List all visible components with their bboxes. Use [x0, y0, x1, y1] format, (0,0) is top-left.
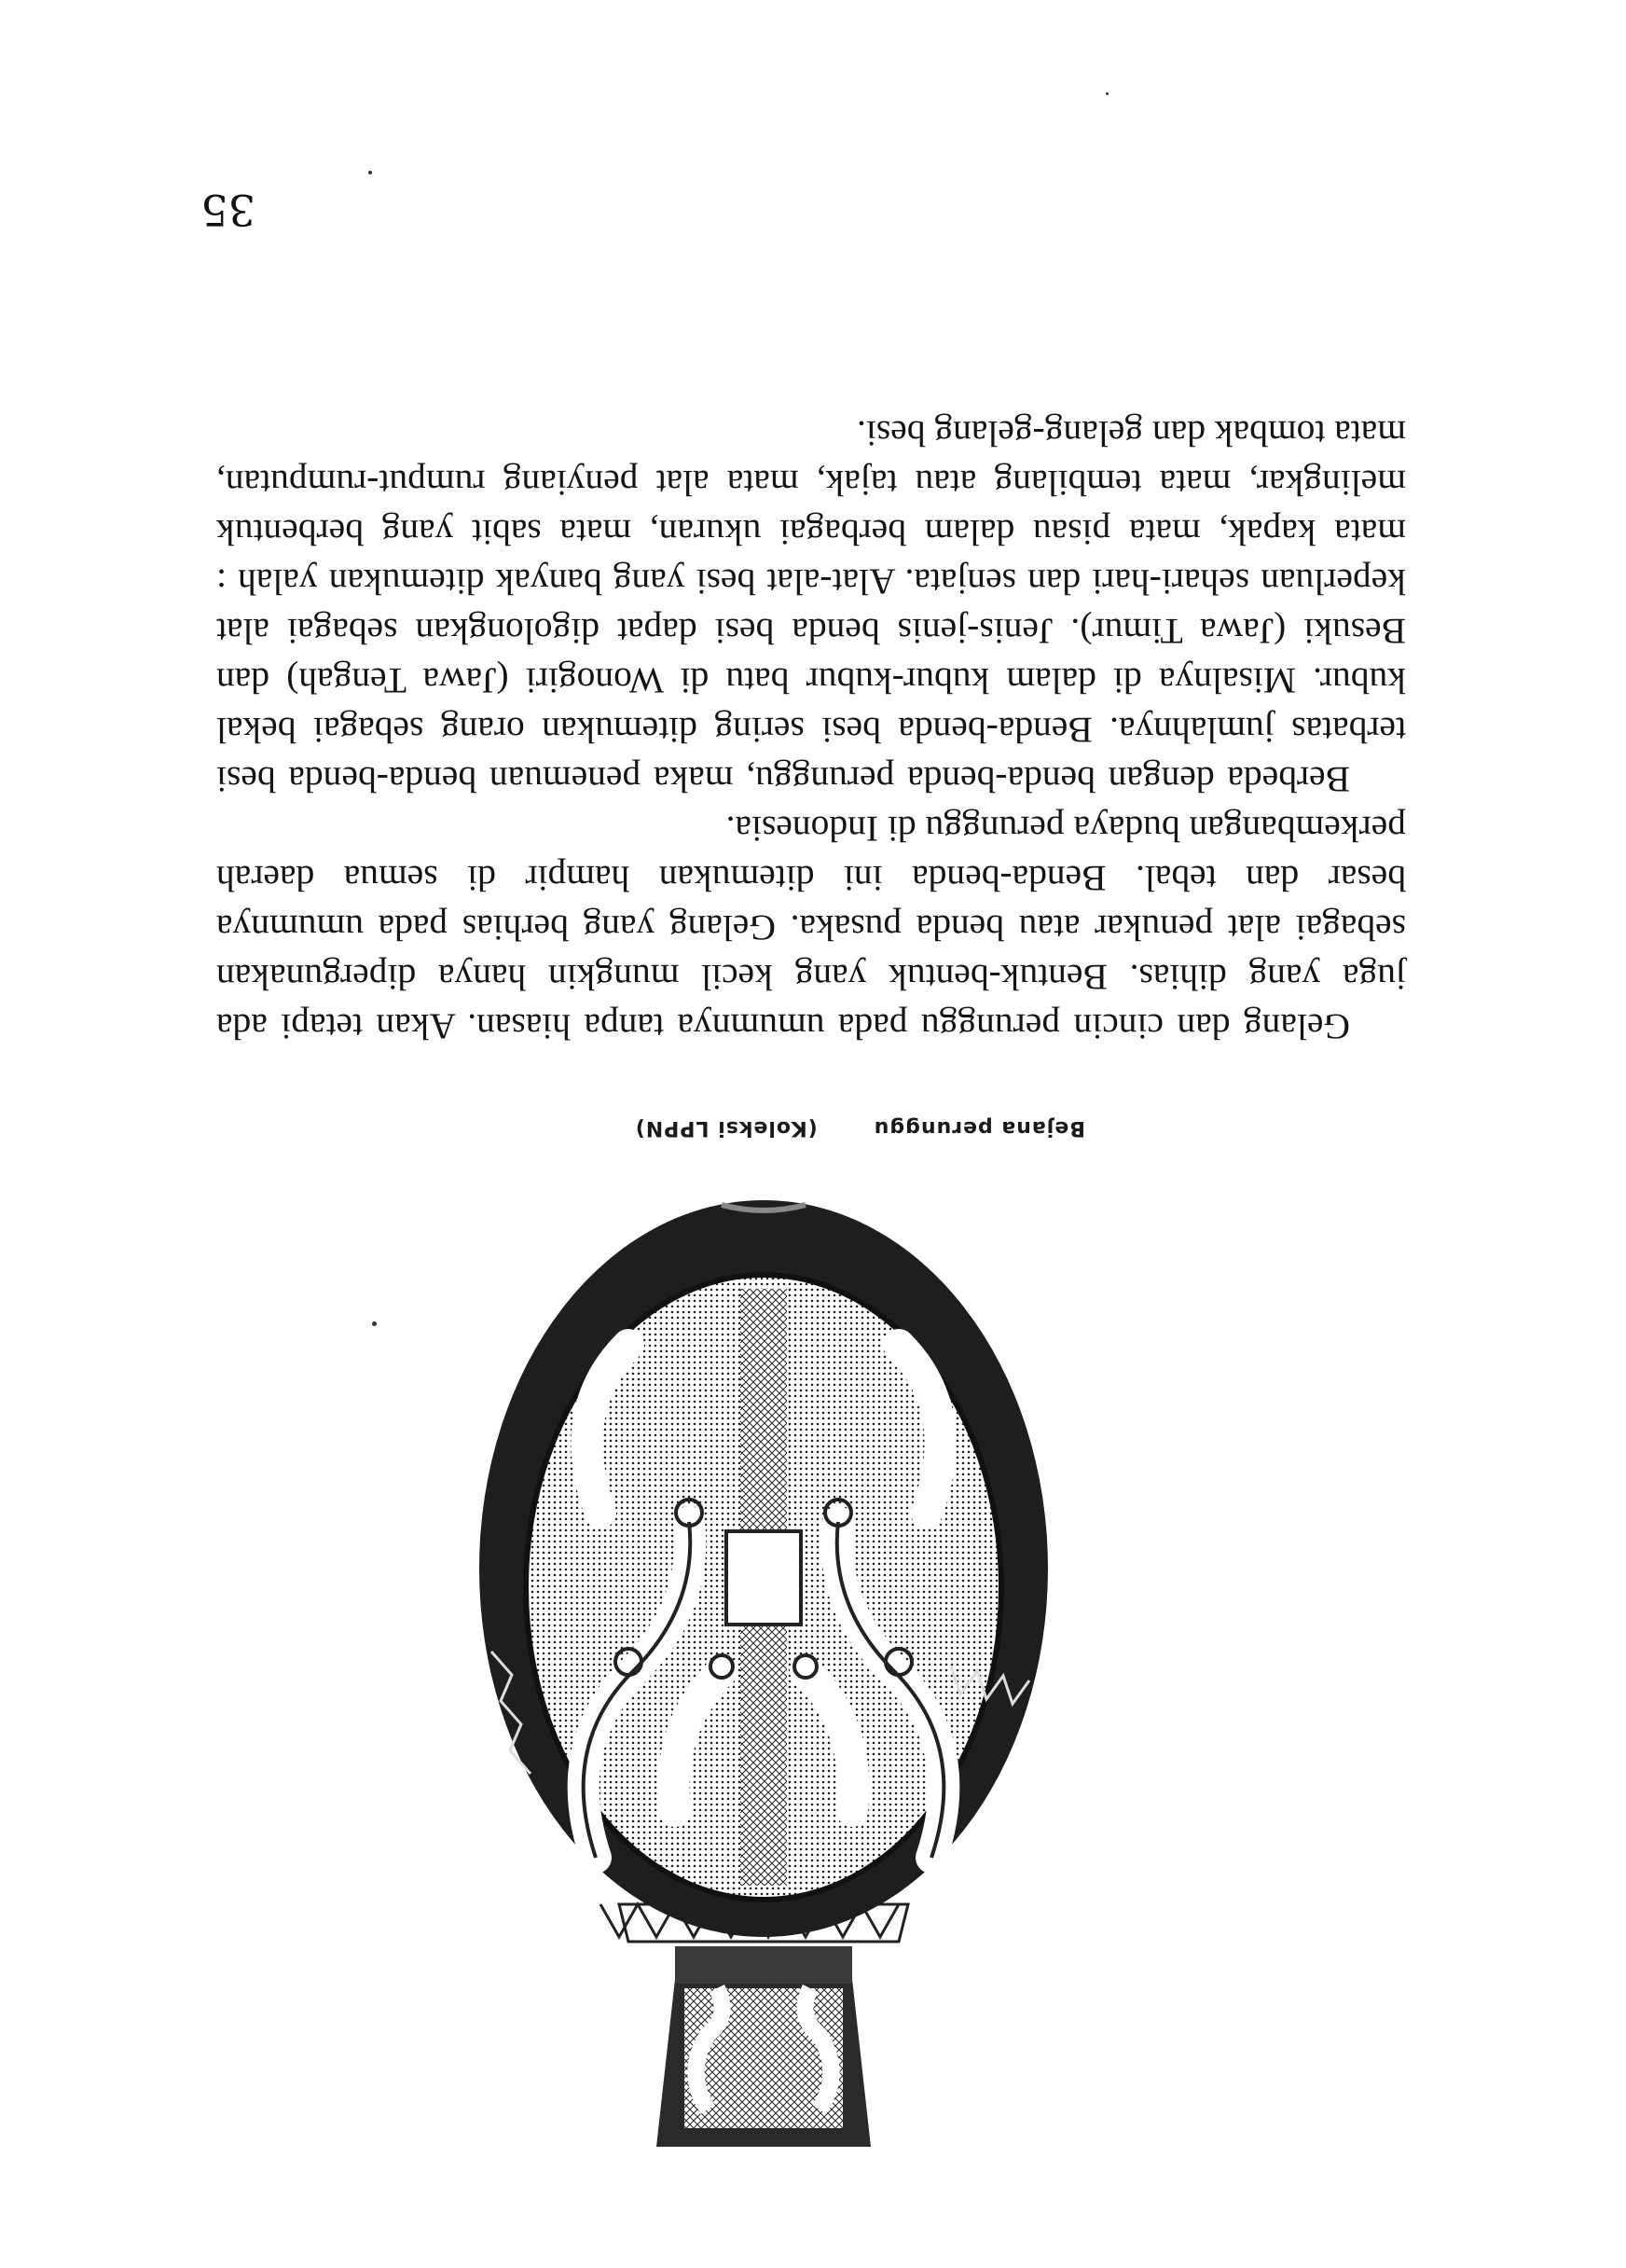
- figure-caption: [507, 1116, 1085, 1140]
- vessel-collar: [675, 1946, 852, 1984]
- paragraph-bronze-bracelets: Gelang dan cincin perunggu pada umumnya tanpa hiasan. Akan tetapi ada juga yang dihias. Bentuk-bentuk yang kecil mungkin hanya dipergunakan sebagai alat penukar atau benda pusaka. Gelang yang berhias pada umumnya besar dan tebal. Benda-benda ini ditemukan hampir di semua daerah perkembangan budaya perunggu di Indonesia.: [216, 809, 1406, 1047]
- caption-collection: (Koleksi LPPN): [634, 1116, 818, 1140]
- body-text: [216, 408, 1406, 1051]
- scan-speck: [1106, 92, 1109, 95]
- paragraph-iron-objects: Berbeda dengan benda-benda perunggu, maka penemuan benda-benda besi terbatas jumlahnya. Benda-benda besi sering ditemukan orang sebagai bekal kubur. Misalnya di dalam kubur-kubur batu di Wonogiri (Jawa Tengah) dan Besuki (Jawa Timur). Jenis-jenis benda besi dapat digolongkan sebagai alat keperluan sehari-hari dan senjata. Alat-alat besi yang banyak ditemukan yalah : mata kapak, mata pisau dalam berbagai ukuran, mata sabit yang berbentuk melingkar, mata tembilang atau tajak, mata alat penyiang rumput-rumputan, mata tombak dan gelang-gelang besi.: [216, 413, 1406, 800]
- bronze-vessel-illustration: [461, 1177, 1067, 2165]
- scan-speck: [372, 1321, 377, 1326]
- page-number: 35: [200, 185, 255, 235]
- caption-title: Bejana perunggu: [873, 1116, 1085, 1140]
- scan-speck: [368, 171, 372, 174]
- central-square: [726, 1531, 801, 1625]
